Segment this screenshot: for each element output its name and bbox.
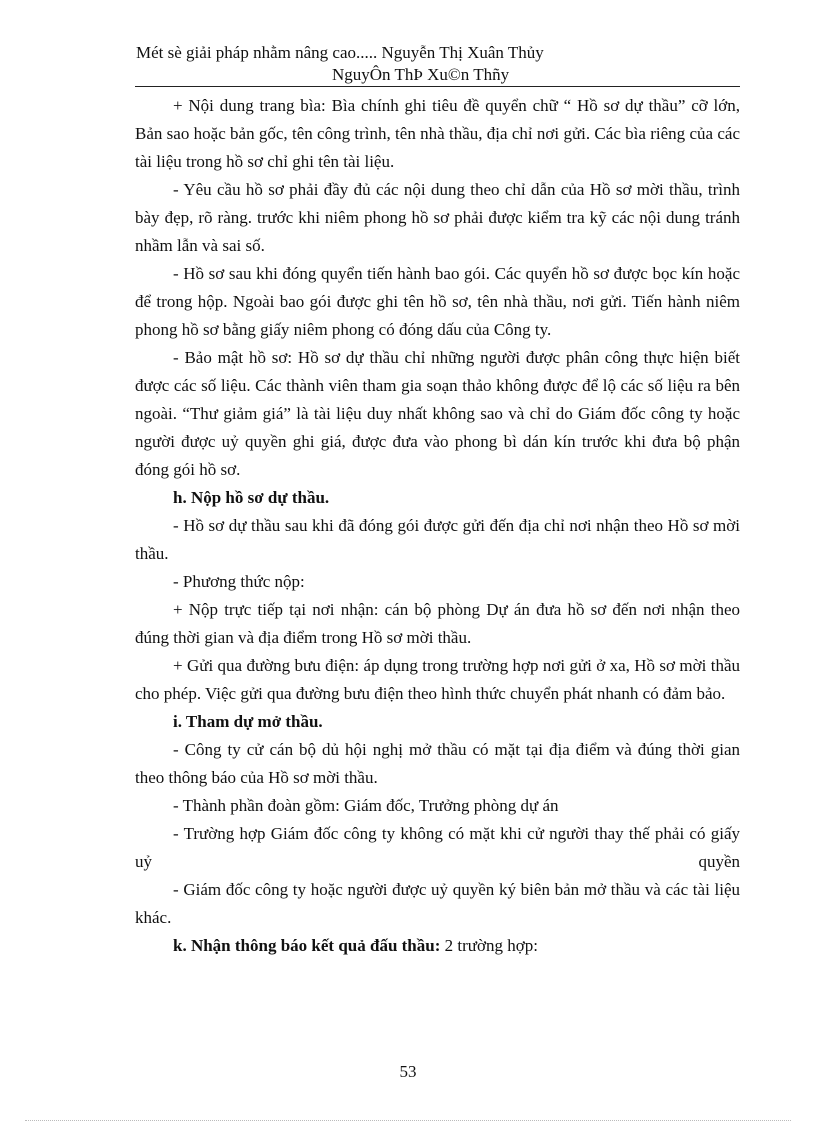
paragraph-attend-opening: - Công ty cử cán bộ dủ hội nghị mở thầu có mặt tại địa điểm và đúng thời gian theo thông báo của Hồ sơ mời thầu.: [135, 740, 740, 787]
page-number: 53: [399, 1062, 417, 1081]
section-heading-h: h. Nộp hồ sơ dự thầu.: [173, 488, 330, 507]
paragraph-packaging: - Hồ sơ sau khi đóng quyển tiến hành bao gói. Các quyển hồ sơ được bọc kín hoặc để trong hộp. Ngoài bao gói được ghi tên hồ sơ, tên nhà thầu, nơi gửi. Tiến hành niêm phong hồ sơ bằng giấy niêm phong có đóng dấu của Công ty.: [135, 264, 740, 339]
section-heading-k: [135, 932, 740, 960]
section-heading-k-rest: 2 trường hợp:: [440, 936, 538, 955]
page-bottom-border: [25, 1120, 791, 1121]
running-header: [130, 42, 740, 86]
paragraph-security: - Bảo mật hồ sơ: Hồ sơ dự thầu chỉ những người được phân công thực hiện biết được các số liệu. Các thành viên tham gia soạn thảo không được để lộ các số liệu ra bên ngoài. “Thư giảm giá” là tài liệu duy nhất không sao và chỉ do Giám đốc công ty hoặc người được uỷ quyền ghi giá, được đưa vào phong bì dán kín trước khi đưa bộ phận đóng gói hồ sơ.: [135, 348, 740, 479]
paragraph-direct-submission: + Nộp trực tiếp tại nơi nhận: cán bộ phòng Dự án đưa hồ sơ đến nơi nhận theo đúng thời gian và địa điểm trong Hồ sơ mời thầu.: [135, 600, 740, 647]
section-heading-i: i. Tham dự mở thầu.: [173, 712, 323, 731]
paragraph-postal-submission: + Gửi qua đường bưu điện: áp dụng trong trường hợp nơi gửi ở xa, Hồ sơ mời thầu cho phép. Việc gửi qua đường bưu điện theo hình thức chuyển phát nhanh có đảm bảo.: [135, 656, 740, 703]
paragraph-submission-address: - Hồ sơ dự thầu sau khi đã đóng gói được gửi đến địa chỉ nơi nhận theo Hồ sơ mời thầu.: [135, 516, 740, 563]
paragraph-requirements: - Yêu cầu hồ sơ phải đầy đủ các nội dung theo chỉ dẫn của Hồ sơ mời thầu, trình bày đẹp, rõ ràng. trước khi niêm phong hồ sơ phải được kiểm tra kỹ các nội dung tránh nhầm lẫn và sai số.: [135, 180, 740, 255]
header-line-2: NguyÔn ThÞ Xu©n Thñy: [332, 65, 510, 84]
paragraph-signing: - Giám đốc công ty hoặc người được uỷ quyền ký biên bản mở thầu và các tài liệu khác.: [135, 880, 740, 927]
paragraph-authorization: - Trường hợp Giám đốc công ty không có mặt khi cử người thay thế phải có giấy uỷ quyền: [135, 824, 740, 871]
header-divider: [135, 86, 740, 87]
document-body: [135, 92, 740, 960]
paragraph-submission-methods: - Phương thức nộp:: [173, 572, 305, 591]
section-heading-k-bold: k. Nhận thông báo kết quả đấu thầu:: [173, 936, 441, 955]
paragraph-cover-content: + Nội dung trang bìa: Bìa chính ghi tiêu đề quyển chữ “ Hồ sơ dự thầu” cỡ lớn, Bản sao hoặc bản gốc, tên công trình, tên nhà thầu, địa chỉ nơi gửi. Các bìa riêng của các tài liệu trong hồ sơ chỉ ghi tên tài liệu.: [135, 96, 740, 171]
header-line-1: Mét sè giải pháp nhằm nâng cao..... Nguyễn Thị Xuân Thủy: [136, 43, 544, 62]
paragraph-delegation: - Thành phần đoàn gồm: Giám đốc, Trưởng phòng dự án: [173, 796, 559, 815]
